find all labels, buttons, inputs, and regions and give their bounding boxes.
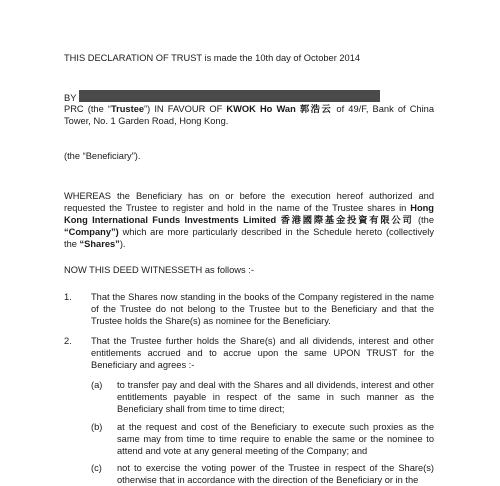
company-term: “Company”) [64,227,119,237]
subclause-c-text: not to exercise the voting power of the Trustee in respect of the Share(s) otherwise that in accordance with the direction of the Beneficiary or in the [117,463,434,485]
prc-text-middle: ”) IN FAVOUR OF [144,104,227,114]
clause-1-text: That the Shares now standing in the books of the Company registered in the name of the Trustee do not belong to the Trustee but to the Beneficiary and that the Trustee holds the Share(s) as nominee for the Beneficiary. [91,292,434,326]
company-name: Hong Kong International Funds Investments Limited 香港國際基金投資有限公司 [64,203,434,225]
clause-2-text: That the Trustee further holds the Share(s) and all dividends, interest and other entitlements accrued and to accrue upon the same UPON TRUST for the Beneficiary and agrees :- [91,336,434,370]
shares-term: “Shares” [79,239,120,249]
whereas-text-4: ). [119,239,126,249]
declaration-title-line: THIS DECLARATION OF TRUST is made the 10th day of October 2014 [64,53,361,63]
beneficiary-definition: (the “Beneficiary”). [64,151,141,161]
parties-paragraph [64,103,434,127]
subclause-b-label: (b) [91,422,103,432]
by-label: BY [64,93,77,103]
prc-text-start: PRC (the “ [64,104,111,114]
clause-1-number: 1. [64,292,72,302]
whereas-paragraph [64,190,434,250]
beneficiary-name: KWOK Ho Wan 郭浩云 [226,104,333,114]
subclause-c-label: (c) [91,463,102,473]
trustee-term: Trustee [110,104,145,114]
subclause-a-label: (a) [91,380,103,390]
prc-text-end: of 49/F, Bank of China Tower, No. 1 Garden Road, Hong Kong. [64,104,434,126]
whereas-text-3: which are more particularly described in the Schedule hereto (collectively the [64,227,434,249]
whereas-text-1: WHEREAS the Beneficiary has on or before the execution hereof authorized and requested the Trustee to register and hold in the name of the Trustee shares in [64,191,434,213]
subclause-a-text: to transfer pay and deal with the Shares and all dividends, interest and other entitlements payable in respect of the same in such manner as the Beneficiary shall from time to time direct; [117,380,434,414]
by-line [64,90,434,104]
whereas-text-2: (the [413,215,434,225]
clause-2-number: 2. [64,336,72,346]
subclause-b-text: at the request and cost of the Beneficiary to execute such proxies as the same may from time to time require to enable the same or the nominee to attend and vote at any general meeting of the Company; and [117,422,434,456]
redacted-trustee-name [79,90,380,102]
witnesseth-line: NOW THIS DEED WITNESSETH as follows :- [64,265,254,275]
